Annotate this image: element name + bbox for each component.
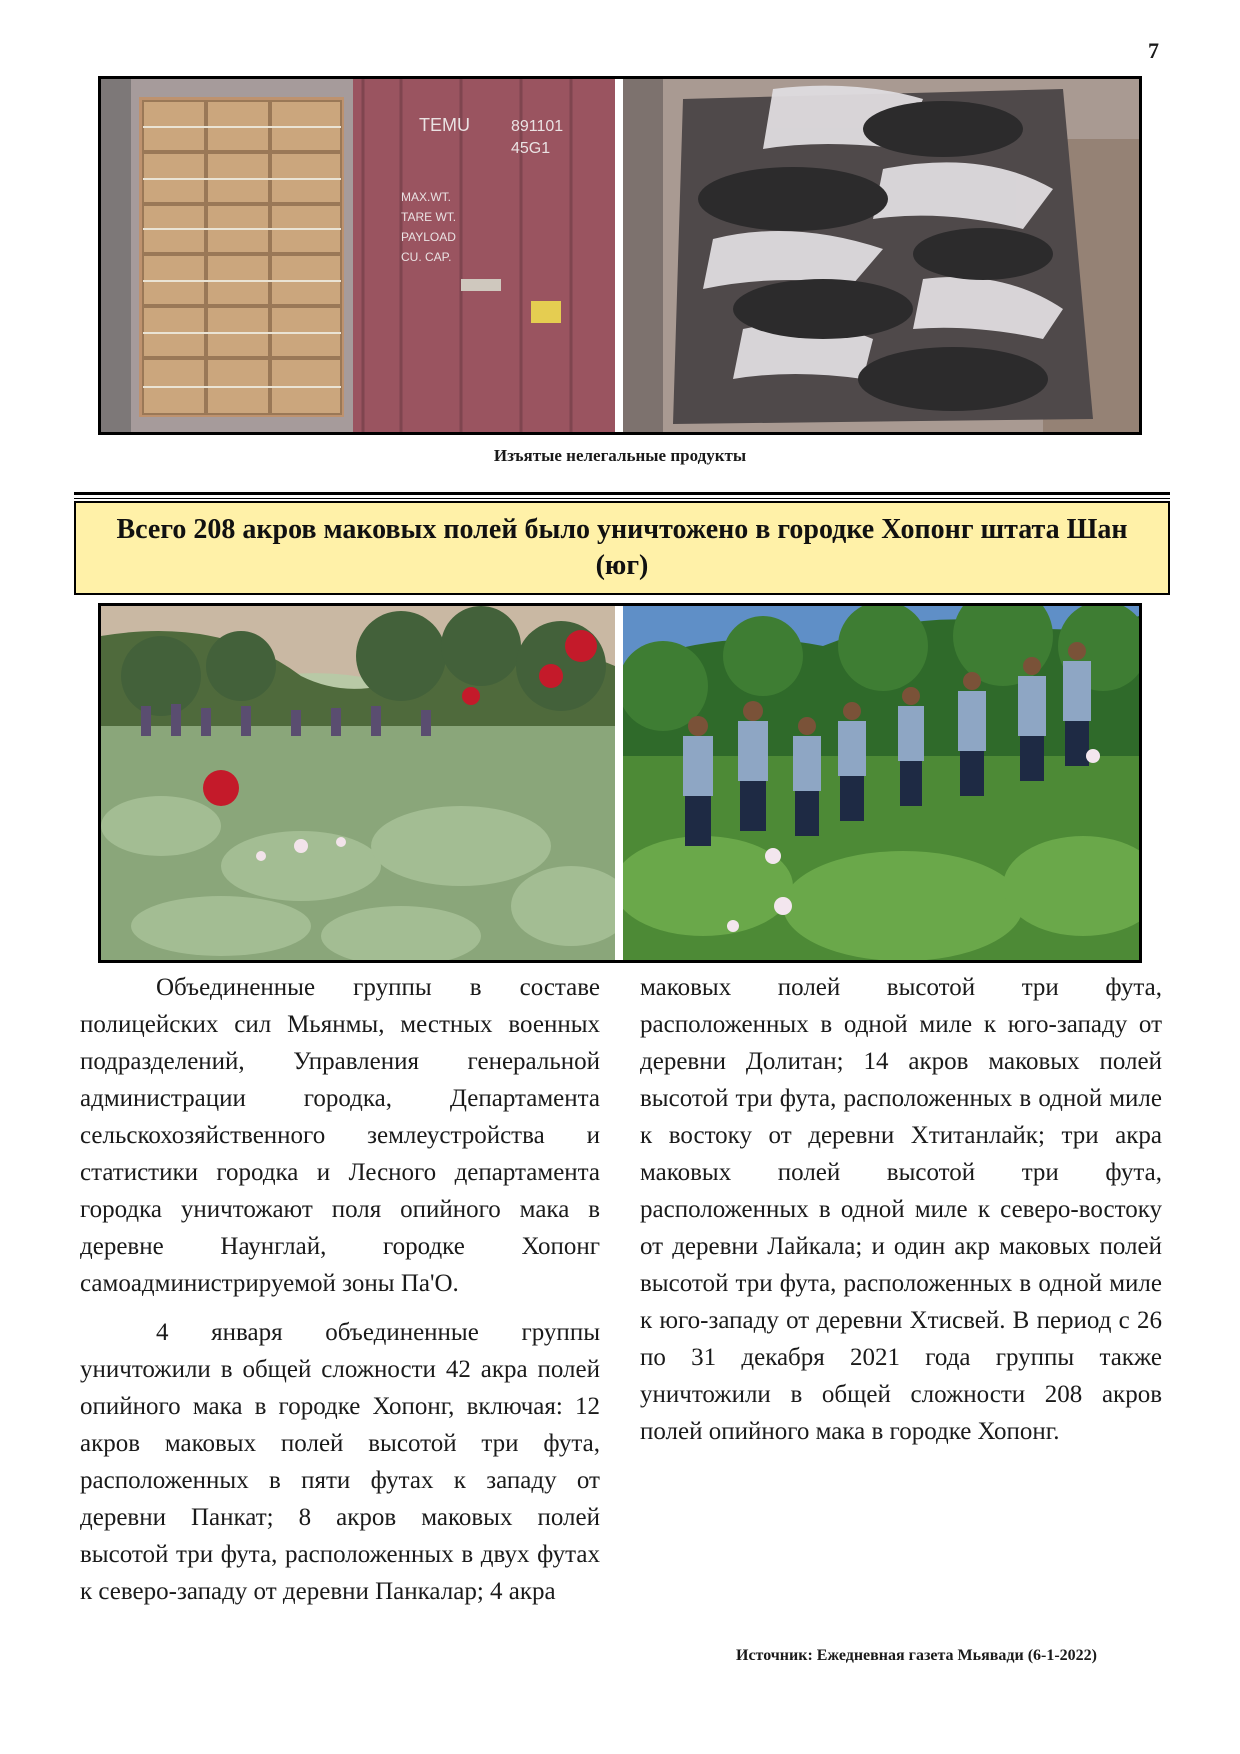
top-photo-row xyxy=(98,76,1142,435)
svg-text:TARE WT.: TARE WT. xyxy=(401,210,457,224)
source-credit: Источник: Ежедневная газета Мьявади (6-1-2022) xyxy=(736,1647,1098,1664)
photo-divider xyxy=(615,79,623,432)
team-on-hill-photo-image xyxy=(623,606,1139,960)
poppy-photo-row xyxy=(98,603,1142,963)
article-paragraph-3: маковых полей высотой три фута, расположенных в одной миле к юго-западу от деревни Долитан; 14 акров маковых полей высотой три фута, расположенных в одной миле к востоку от деревни Хтитанлайк; три акра маковых полей высотой три фута, расположенных в одной миле к северо-востоку от деревни Лайкала; и один акр маковых полей высотой три фута, расположенных в одной миле к юго-западу от деревни Хтисвей. В период с 26 по 31 декабря 2021 года группы также уничтожили в общей сложности 208 акров полей опийного мака в городке Хопонг. xyxy=(640,974,1162,1445)
team-on-hill-photo xyxy=(623,606,1139,960)
article-right-column xyxy=(640,969,1162,1462)
article-paragraph-2: 4 января объединенные группы уничтожили в общей сложности 42 акра полей опийного мака в городке Хопонг, включая: 12 акров маковых полей высотой три фута, расположенных в пяти футах к западу от деревни Панкат; 8 акров маковых полей высотой три фута, расположенных в двух футах к северо-западу от деревни Панкалар; 4 акра xyxy=(80,1319,600,1605)
container-photo-image xyxy=(101,79,615,432)
headline-title: Всего 208 акров маковых полей было уничтожено в городке Хопонг штата Шан (юг) xyxy=(116,514,1128,581)
poppy-field-photo-image xyxy=(101,606,615,960)
svg-text:PAYLOAD: PAYLOAD xyxy=(401,230,456,244)
package-photo xyxy=(623,79,1139,432)
headline-box xyxy=(74,501,1170,595)
article-paragraph-1: Объединенные группы в составе полицейских сил Мьянмы, местных военных подразделений, Управления генеральной администрации городка, Департамента сельскохозяйственного землеустройства и статистики городка и Лесного департамента городка уничтожают поля опийного мака в деревне Наунглай, городке Хопонг самоадминистрируемой зоны Па'О. xyxy=(80,974,600,1297)
svg-text:TEMU: TEMU xyxy=(419,115,470,135)
top-photo-caption: Изъятые нелегальные продукты xyxy=(493,446,747,465)
package-photo-image xyxy=(623,79,1139,432)
poppy-field-photo xyxy=(101,606,615,960)
page-number: 7 xyxy=(1148,38,1159,63)
svg-text:45G1: 45G1 xyxy=(511,140,551,157)
svg-text:CU. CAP.: CU. CAP. xyxy=(401,250,452,264)
svg-text:891101: 891101 xyxy=(511,118,564,135)
photo-divider-2 xyxy=(615,606,623,960)
container-photo xyxy=(101,79,615,432)
article-left-column xyxy=(80,969,600,1622)
svg-text:MAX.WT.: MAX.WT. xyxy=(401,190,451,204)
headline-rule xyxy=(74,492,1170,499)
